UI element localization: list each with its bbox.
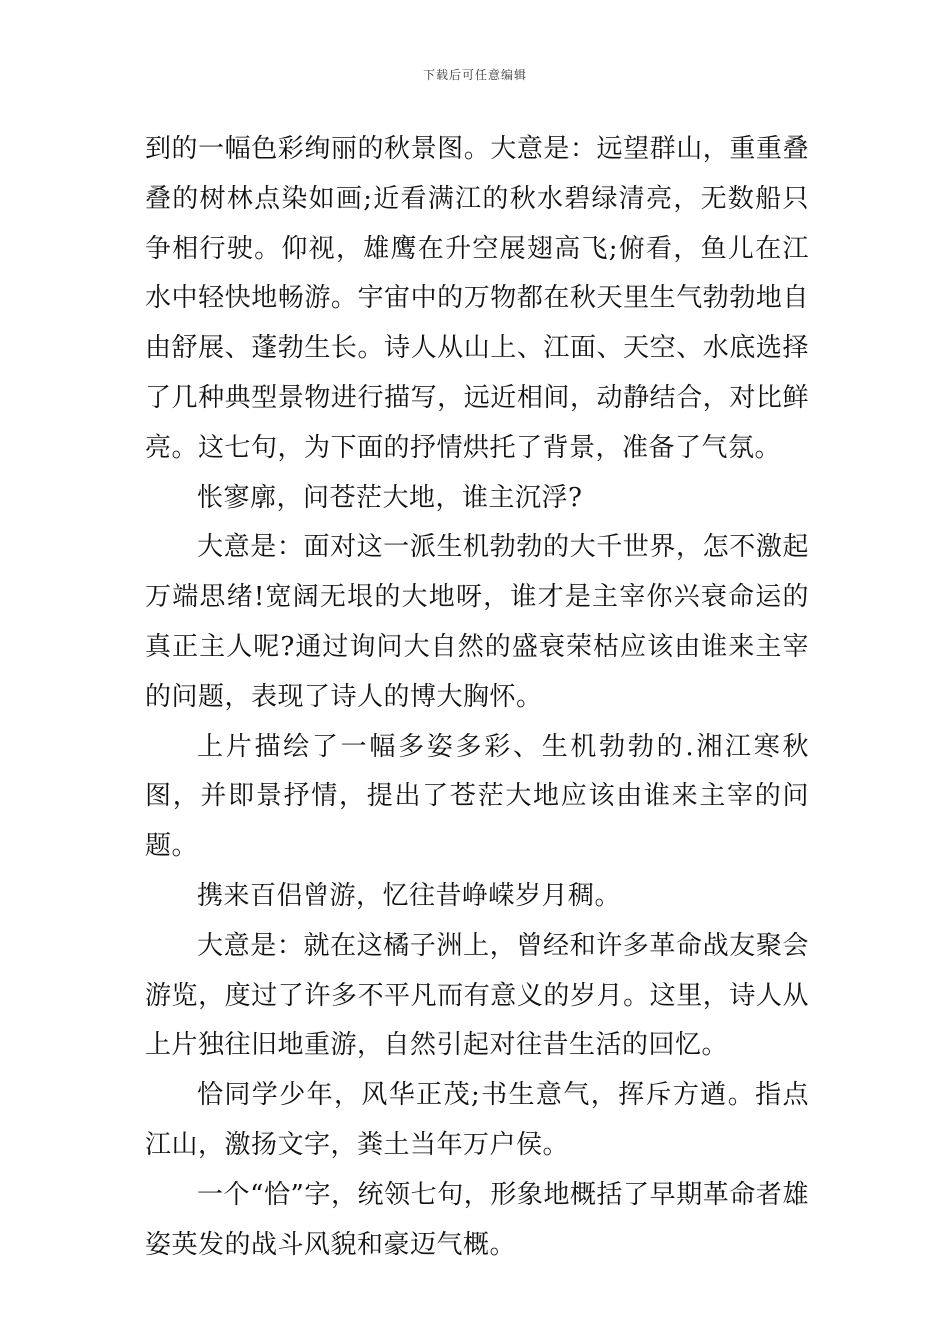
paragraph-3: 大意是：面对这一派生机勃勃的大千世界，怎不激起万端思绪!宽阔无垠的大地呀，谁才是主宰你兴衰命运的真正主人呢?通过询问大自然的盛衰荣枯应该由谁来主宰的问题，表现了诗人的博大胸怀。 [145,532,809,712]
document-body [145,125,809,1270]
paragraph-6: 大意是：就在这橘子洲上，曾经和许多革命战友聚会游览，度过了许多不平凡而有意义的岁月。这里，诗人从上片独往旧地重游，自然引起对往昔生活的回忆。 [145,930,809,1061]
page-header: 下载后可任意编辑 [422,68,527,82]
paragraph-4: 上片描绘了一幅多姿多彩、生机勃勃的.湘江寒秋图，并即景抒情，提出了苍茫大地应该由谁来主宰的问题。 [145,731,809,862]
paragraph-5: 携来百侣曾游，忆往昔峥嵘岁月稠。 [197,880,622,911]
paragraph-2: 怅寥廓，问苍茫大地，谁主沉浮? [197,482,583,513]
paragraph-1: 到的一幅色彩绚丽的秋景图。大意是：远望群山，重重叠叠的树林点染如画;近看满江的秋水碧绿清亮，无数船只争相行驶。仰视，雄鹰在升空展翅高飞;俯看，鱼儿在江水中轻快地畅游。宇宙中的万物都在秋天里生气勃勃地自由舒展、蓬勃生长。诗人从山上、江面、天空、水底选择了几种典型景物进行描写，远近相间，动静结合，对比鲜亮。这七句，为下面的抒情烘托了背景，准备了气氛。 [145,134,809,463]
paragraph-7: 恰同学少年，风华正茂;书生意气，挥斥方遒。指点江山，激扬文字，粪土当年万户侯。 [145,1080,809,1160]
paragraph-8: 一个“恰”字，统领七句，形象地概括了早期革命者雄姿英发的战斗风貌和豪迈气概。 [145,1179,809,1260]
